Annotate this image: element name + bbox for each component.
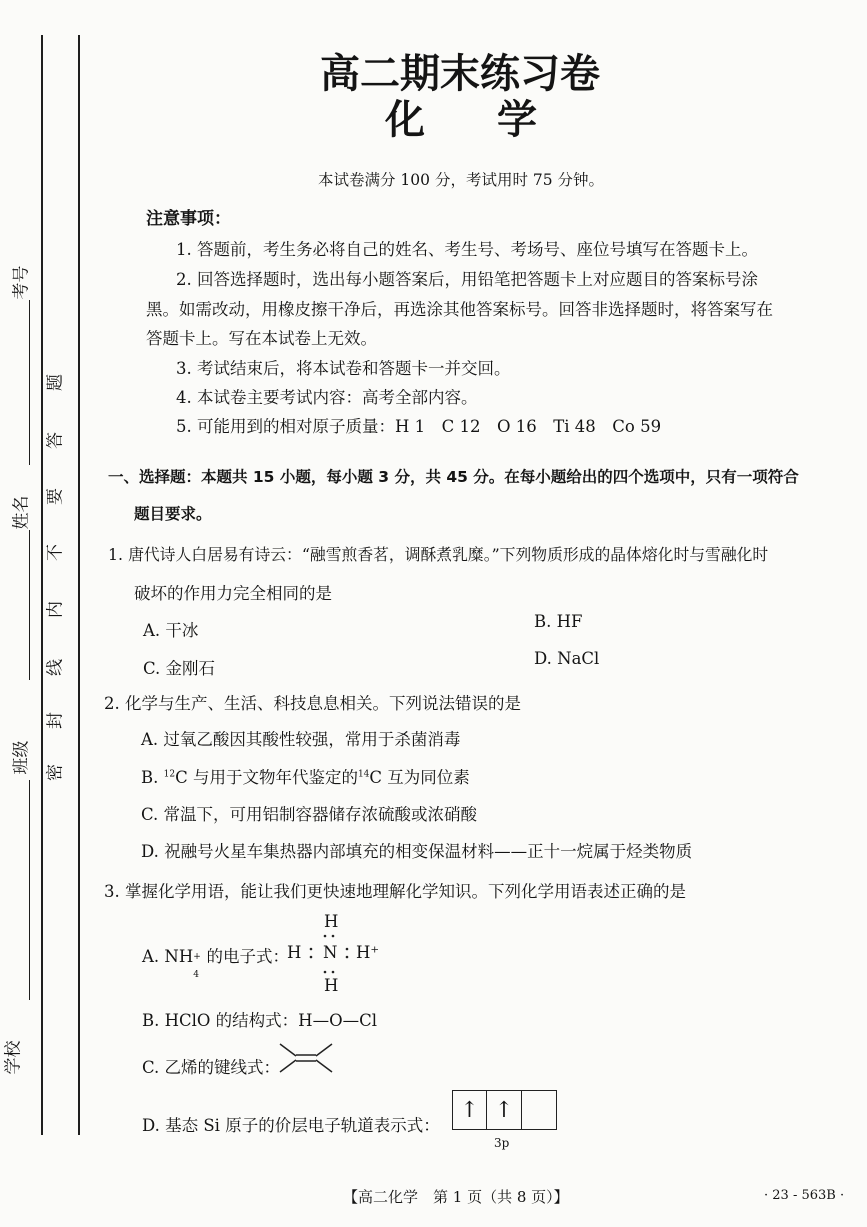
section-heading-a: 一、选择题：本题共 15 小题，每小题 3 分，共 45 分。在每小题给出的四个选项中，只有一项符合 <box>108 468 799 486</box>
section-heading-b: 题目要求。 <box>134 505 212 523</box>
q3-a-tail: 的电子式： <box>201 947 289 966</box>
binding-line-right <box>78 35 80 1135</box>
q3-option-a <box>142 943 289 980</box>
field-class-label: 班级 <box>11 740 32 775</box>
seal-char: 要 <box>45 488 66 505</box>
orbital-box: ↑ <box>452 1090 487 1130</box>
q3-option-d: D. 基态 Si 原子的价层电子轨道表示式： <box>142 1116 440 1135</box>
q1-stem-b: 破坏的作用力完全相同的是 <box>134 584 332 603</box>
field-class-line <box>29 780 30 1000</box>
orbital-box <box>522 1090 557 1130</box>
orbital-sublabel: 3p <box>494 1136 510 1150</box>
q3-stem: 3. 掌握化学用语，能让我们更快速地理解化学知识。下列化学用语表述正确的是 <box>104 882 686 901</box>
field-name-line <box>29 530 30 680</box>
lewis-h-right-plus: H⁺ <box>356 943 380 962</box>
q2-b-mass-14: 14 <box>357 769 370 780</box>
notes-item-5: 5. 可能用到的相对原子质量：H 1 C 12 O 16 Ti 48 Co 59 <box>176 417 662 436</box>
q2-stem: 2. 化学与生产、生活、科技息息相关。下列说法错误的是 <box>104 694 521 713</box>
q3-a-charge: + <box>193 952 201 962</box>
lewis-h-left: H <box>287 943 302 962</box>
lewis-electron-dots <box>300 925 360 985</box>
q1-option-b: B. HF <box>534 612 583 631</box>
q3-a-subscript: 4 <box>193 970 199 980</box>
page-footer: 【高二化学 第 1 页（共 8 页）】 <box>343 1188 569 1206</box>
q3-option-c: C. 乙烯的键线式： <box>142 1058 281 1077</box>
field-exam-number-line <box>29 300 30 465</box>
seal-char: 线 <box>45 659 66 676</box>
lewis-h-bottom: H <box>324 976 339 995</box>
q1-option-a: A. 干冰 <box>143 621 199 640</box>
seal-char: 答 <box>45 432 66 449</box>
q1-option-d: D. NaCl <box>534 649 600 668</box>
ethene-skeletal-formula <box>278 1040 334 1076</box>
q3-option-b: B. HClO 的结构式：H—O—Cl <box>142 1011 377 1030</box>
paper-code: · 23 - 563B · <box>764 1188 845 1203</box>
seal-char: 密 <box>45 764 66 781</box>
field-name-label: 姓名 <box>11 495 32 530</box>
seal-char: 不 <box>45 544 66 561</box>
lewis-h-top: H <box>324 912 339 931</box>
lewis-n: N <box>323 943 338 962</box>
field-exam-number-label: 考号 <box>11 265 32 300</box>
exam-info: 本试卷满分 100 分，考试用时 75 分钟。 <box>318 171 605 189</box>
seal-char: 题 <box>45 374 66 391</box>
notes-item-3: 3. 考试结束后，将本试卷和答题卡一并交回。 <box>176 359 511 378</box>
subject-title: 化学 <box>385 97 609 143</box>
q2-option-c: C. 常温下，可用铝制容器储存浓硫酸或浓硝酸 <box>141 805 478 824</box>
q3-a-label: A. NH <box>142 947 194 966</box>
q2-option-d: D. 祝融号火星车集热器内部填充的相变保温材料——正十一烷属于烃类物质 <box>141 842 693 861</box>
q2-b-suffix: C 互为同位素 <box>369 768 470 787</box>
notes-item-1: 1. 答题前，考生务必将自己的姓名、考生号、考场号、座位号填写在答题卡上。 <box>176 240 758 259</box>
q1-option-c: C. 金刚石 <box>143 659 216 678</box>
notes-item-2c: 答题卡上。写在本试卷上无效。 <box>146 329 377 348</box>
q2-b-prefix: B. <box>141 768 164 787</box>
exam-title: 高二期末练习卷 <box>320 51 600 97</box>
q2-option-a: A. 过氧乙酸因其酸性较强，常用于杀菌消毒 <box>141 730 461 749</box>
orbital-box: ↑ <box>487 1090 522 1130</box>
notes-heading: 注意事项： <box>146 209 231 229</box>
notes-item-2a: 2. 回答选择题时，选出每小题答案后，用铅笔把答题卡上对应题目的答案标号涂 <box>176 270 758 289</box>
notes-item-2b: 黑。如需改动，用橡皮擦干净后，再选涂其他答案标号。回答非选择题时，将答案写在 <box>146 300 773 319</box>
seal-char: 封 <box>45 712 66 729</box>
seal-char: 内 <box>45 601 66 618</box>
q2-b-middle: C 与用于文物年代鉴定的 <box>175 768 358 787</box>
q2-b-mass-12: 12 <box>163 769 176 780</box>
binding-line-left <box>41 35 43 1135</box>
q1-stem-a: 1. 唐代诗人白居易有诗云：“融雪煎香茗，调酥煮乳糜。”下列物质形成的晶体熔化时与雪融化时 <box>108 545 769 564</box>
q2-option-b <box>141 764 470 788</box>
notes-item-4: 4. 本试卷主要考试内容：高考全部内容。 <box>176 388 478 407</box>
field-school-label: 学校 <box>3 1040 24 1075</box>
